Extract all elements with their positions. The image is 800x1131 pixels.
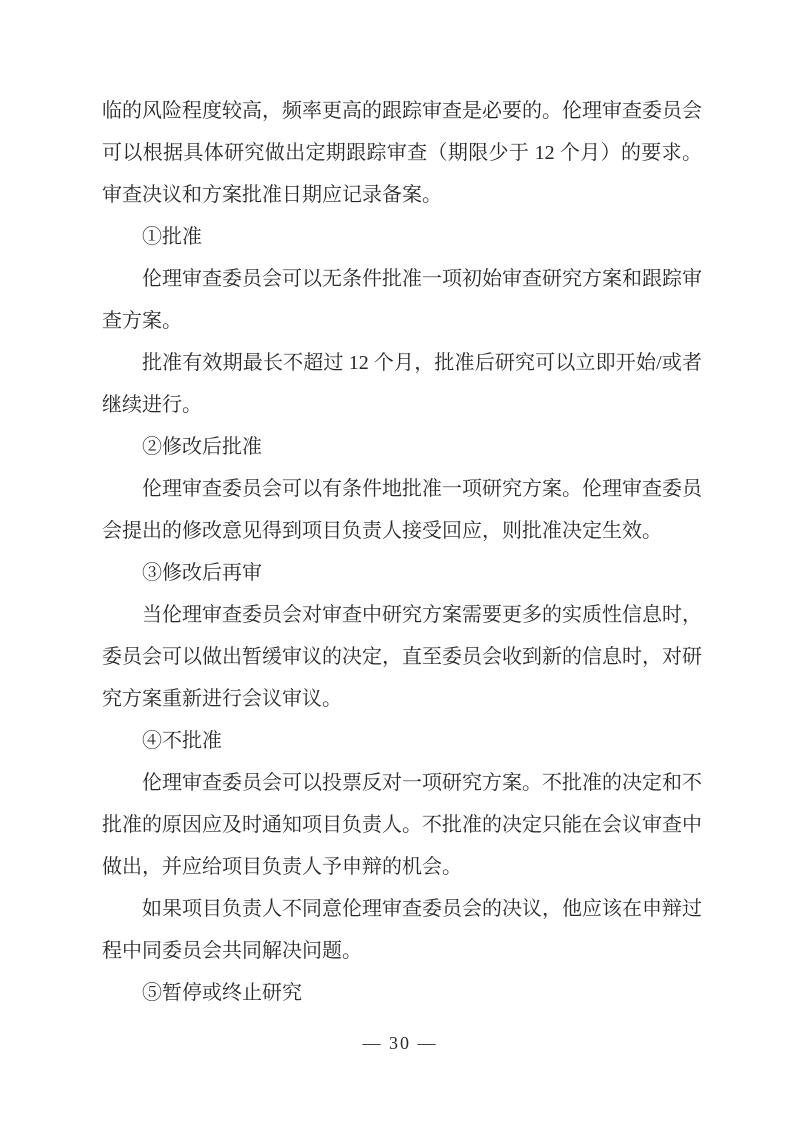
item-heading: ②修改后批准 <box>142 436 262 458</box>
item-heading: ④不批准 <box>142 730 222 752</box>
paragraph: 临的风险程度较高，频率更高的跟踪审查是必要的。伦理审查委员会可以根据具体研究做出定期跟踪审查（期限少于 12 个月）的要求。审查决议和方案批准日期应记录备案。 <box>102 100 702 206</box>
item-heading: ①批准 <box>142 226 202 248</box>
page-number: — 30 — <box>362 1033 438 1053</box>
paragraph: 伦理审查委员会可以投票反对一项研究方案。不批准的决定和不批准的原因应及时通知项目负责人。不批准的决定只能在会议审查中做出，并应给项目负责人予申辩的机会。 <box>102 772 702 878</box>
item-heading: ⑤暂停或终止研究 <box>142 982 302 1004</box>
paragraph: 如果项目负责人不同意伦理审查委员会的决议，他应该在申辩过程中同委员会共同解决问题。 <box>102 898 702 962</box>
document-body <box>102 90 702 1014</box>
paragraph: 伦理审查委员会可以无条件批准一项初始审查研究方案和跟踪审查方案。 <box>102 268 702 332</box>
page-footer <box>0 1031 800 1055</box>
paragraph: 当伦理审查委员会对审查中研究方案需要更多的实质性信息时，委员会可以做出暂缓审议的决定，直至委员会收到新的信息时，对研究方案重新进行会议审议。 <box>102 604 702 710</box>
paragraph: 批准有效期最长不超过 12 个月，批准后研究可以立即开始/或者继续进行。 <box>102 352 702 416</box>
paragraph: 伦理审查委员会可以有条件地批准一项研究方案。伦理审查委员会提出的修改意见得到项目负责人接受回应，则批准决定生效。 <box>102 478 702 542</box>
item-heading: ③修改后再审 <box>142 562 262 584</box>
